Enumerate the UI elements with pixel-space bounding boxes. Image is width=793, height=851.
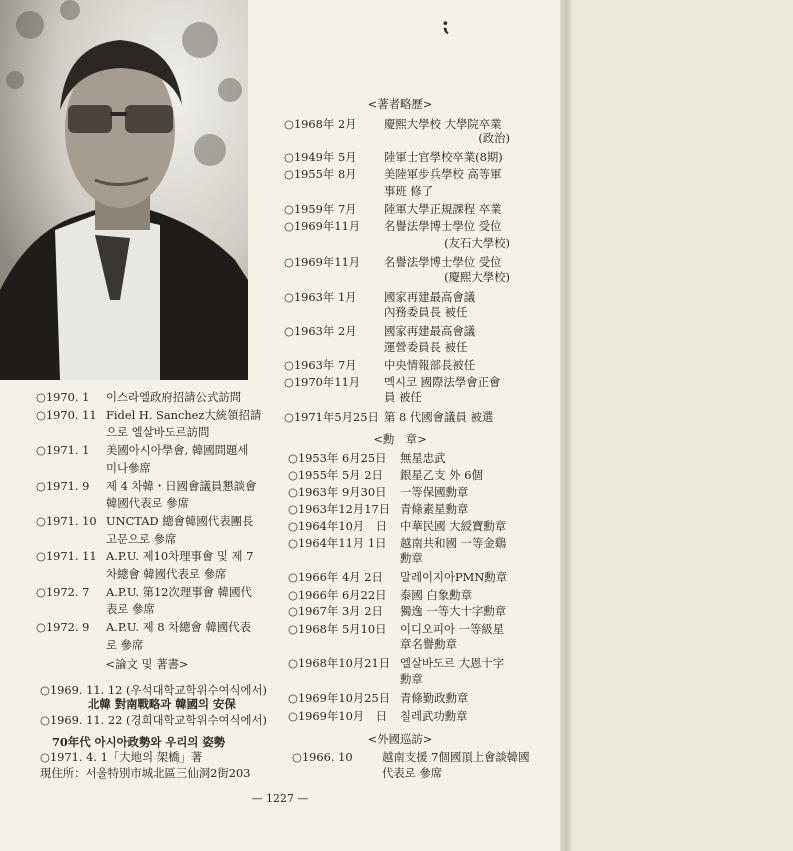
paper-line [40,713,267,727]
heading-text: <論文 및 著書> [105,657,189,671]
medal-line [288,691,468,705]
career-line [36,479,256,493]
paper-line [52,735,225,749]
bio-date: ○1971年5月25日 [284,410,379,424]
paper-text: ○1971. 4. 1「大地의 架橋」著 [40,750,203,764]
career-text: 으로 엘살바도르訪問 [106,425,210,440]
medal-line [288,588,472,602]
career-line [36,443,248,457]
bio-line [284,324,475,338]
bio-text: 國家再建最高會議 [384,324,476,338]
bio-text: 陸軍大學正規課程 卒業 [384,202,502,216]
ink-mark: ⁏ [443,12,451,36]
paper-text: 北韓 對南戰略과 韓國의 安保 [88,697,236,711]
career-line [36,461,151,475]
career-line [36,425,209,439]
bio-text: 事班 修了 [384,184,434,198]
medal-text: 泰國 白象勳章 [400,588,472,602]
section-heading [285,432,515,446]
paper-line [40,766,250,780]
bio-date: ○1969年11月 [284,255,361,269]
career-text: A.P.U. 제 8 차總會 韓國代表 [106,620,252,635]
career-date: ○1971. 1 [36,443,90,458]
bio-text: 美陸軍步兵學校 高等軍 [384,167,502,181]
medal-text: 말레이지아PMN勳章 [400,570,508,584]
medal-line [288,570,507,584]
medal-date: ○1955年 5月 2日 [288,468,383,482]
career-line [36,620,251,634]
medal-text: 中華民國 大綬寶勳章 [400,519,507,533]
career-text: 로 參席 [106,637,144,652]
medal-date: ○1964年10月 日 [288,519,387,533]
paper-text: 現住所：서울特別市城北區三仙洞2街203 [40,766,251,780]
medal-line [288,536,506,550]
bio-line [284,270,510,284]
bio-text: 員 被任 [384,390,422,404]
bio-date: ○1963年 7月 [284,358,357,372]
medal-text: 章名譽勳章 [400,637,457,651]
paper-line [40,683,267,697]
bio-line [284,150,503,164]
bio-line [284,202,502,216]
career-date: ○1970. 11 [36,407,97,422]
paper-line [88,697,236,711]
medal-line [288,672,423,686]
bio-text: 第 8 代國會議員 被選 [384,410,494,424]
paper-line [40,750,202,764]
bio-text: (政治) [478,131,510,145]
career-text: Fidel H. Sanchez大統領招請 [106,407,262,422]
career-line [36,638,143,652]
heading-text: <勳 章> [373,432,427,446]
author-portrait-photo [0,0,248,380]
page-number: — 1227 — [251,792,309,805]
career-text: A.P.U. 第12次理事會 韓國代 [106,584,252,599]
bio-line [284,167,502,181]
bio-line [284,410,493,424]
medal-date: ○1968年 5月10日 [288,622,387,636]
medal-date: ○1968年10月21日 [288,656,391,670]
career-line [36,567,226,581]
medal-line [288,709,468,723]
medal-date: ○1969年10月 日 [288,709,387,723]
career-line [36,532,176,546]
career-text: 이스라엘政府招請公式訪問 [106,390,242,404]
career-text: 미나參席 [106,460,151,475]
career-line [36,549,253,563]
medal-text: 엘살바도르 大恩十字 [400,656,505,670]
bio-date: ○1949年 5月 [284,150,357,164]
career-date: ○1971. 10 [36,513,97,528]
travel-text: 代表로 參席 [382,766,443,780]
career-line [36,602,155,616]
medal-text: 勳章 [400,551,423,565]
bio-date: ○1969年11月 [284,219,361,233]
career-date: ○1972. 7 [36,584,90,599]
medal-line [288,551,423,565]
bio-date: ○1970年11月 [284,375,361,389]
bio-line [284,375,500,389]
bio-text: (慶熙大學校) [444,270,510,284]
paper-text: 70年代 아시아政勢와 우리의 姿勢 [52,735,226,749]
career-line [36,496,189,510]
section-heading [285,97,515,111]
bio-text: 運營委員長 被任 [384,340,468,354]
medal-text: 青條素星勳章 [400,502,469,516]
bio-text: 中央情報部長被任 [384,358,476,372]
medal-date: ○1964年11月 1日 [288,536,387,550]
medal-line [288,485,468,499]
medal-date: ○1966年 4月 2日 [288,570,383,584]
career-text: 차總會 韓國代表로 參席 [106,567,227,581]
facing-page [572,0,793,851]
medal-text: 이디오피아 一等級星 [400,622,505,636]
bio-text: 名譽法學博士學位 受位 [384,219,502,233]
bio-line [284,131,510,145]
medal-text: 勳章 [400,672,423,686]
medal-text: 獨逸 一等大十字勳章 [400,604,507,618]
medal-line [288,451,446,465]
bio-date: ○1959年 7月 [284,202,357,216]
bio-text: 멕시코 國際法學會正會 [384,375,501,389]
bio-line [284,390,422,404]
medal-line [288,604,506,618]
bio-date: ○1968年 2月 [284,117,357,131]
heading-text: <外國巡訪> [367,732,433,746]
career-text: A.P.U. 제10차理事會 및 제 7 [106,549,254,564]
medal-line [288,502,468,516]
travel-date: ○1966. 10 [292,750,353,764]
medal-date: ○1967年 3月 2日 [288,604,383,618]
bio-line [284,236,510,250]
medal-text: 一等保國勳章 [400,485,469,499]
career-text: UNCTAD 總會韓國代表團長 [106,513,254,528]
career-date: ○1970. 1 [36,390,90,404]
bio-date: ○1963年 2月 [284,324,357,338]
medal-line [288,637,457,651]
career-line [36,390,241,404]
career-text: 韓國代表로 參席 [106,496,189,511]
career-date: ○1972. 9 [36,620,90,635]
career-line [36,408,261,422]
medal-date: ○1969年10月25日 [288,691,391,705]
bio-line [284,255,502,269]
career-text: 고문으로 參席 [106,531,177,546]
career-date: ○1971. 9 [36,478,90,493]
career-line [36,514,253,528]
medal-text: 越南共和國 一等金鷄 [400,536,507,550]
bio-line [284,290,475,304]
medal-date: ○1963年12月17日 [288,502,391,516]
career-text: 제 4 차韓・日國會議員懇談會 [106,478,257,493]
travel-line [292,750,530,764]
bio-text: 慶熙大學校 大學院卒業 [384,117,502,131]
bio-text: 名譽法學博士學位 受位 [384,255,502,269]
medal-date: ○1966年 6月22日 [288,588,387,602]
medal-date: ○1953年 6月25日 [288,451,387,465]
bio-text: (友石大學校) [444,236,510,250]
medal-line [288,656,504,670]
career-text: 美國아시아學會, 韓國問題세 [106,443,249,458]
heading-text: <著者略歷> [367,97,433,111]
medal-text: 無星忠武 [400,451,446,465]
career-line [36,585,252,599]
bio-text: 陸軍士官學校卒業(8期) [384,150,503,164]
bio-line [284,117,502,131]
medal-text: 칠레武功勳章 [400,709,468,723]
medal-line [288,622,504,636]
section-heading [285,732,515,746]
book-spine [560,0,572,851]
medal-text: 銀星乙支 外 6個 [400,468,483,482]
bio-date: ○1955年 8月 [284,167,357,181]
bio-line [284,219,502,233]
medal-text: 青條勤政勳章 [400,691,469,705]
paper-text: ○1969. 11. 12 (우석대학교학위수여식에서) [40,683,267,697]
bio-text: 內務委員長 被任 [384,305,468,319]
bio-line [284,358,475,372]
medal-line [288,468,483,482]
medal-date: ○1963年 9月30日 [288,485,387,499]
section-heading [36,657,258,671]
bio-date: ○1963年 1月 [284,290,357,304]
travel-line [292,766,442,780]
career-date: ○1971. 11 [36,549,97,564]
bio-line [284,340,467,354]
bio-line [284,184,433,198]
paper-text: ○1969. 11. 22 (경희대학교학위수여식에서) [40,713,267,727]
career-text: 表로 參席 [106,602,155,617]
bio-text: 國家再建最高會議 [384,290,476,304]
medal-line [288,519,506,533]
bio-line [284,305,467,319]
travel-text: 越南支援 7個國頂上會談韓國 [382,750,530,764]
